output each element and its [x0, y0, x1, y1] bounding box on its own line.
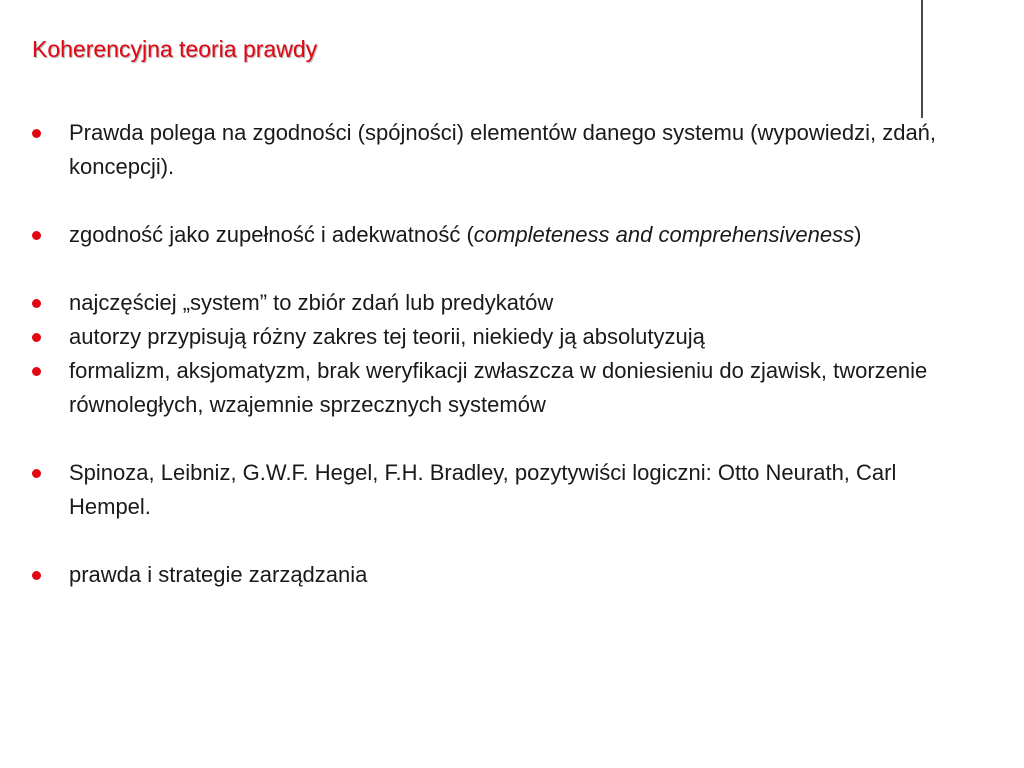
bullet-dot-icon	[32, 571, 41, 580]
bullet-item	[69, 218, 974, 252]
bullet-text-pre: zgodność jako zupełność i adekwatność (	[69, 222, 474, 247]
bullet-item	[69, 354, 974, 422]
bullet-text: Prawda polega na zgodności (spójności) elementów danego systemu (wypowiedzi, zdań, koncepcji).	[69, 120, 937, 179]
bullet-item	[69, 286, 974, 320]
bullet-item	[69, 456, 974, 524]
bullet-dot-icon	[32, 299, 41, 308]
slide-title: Koherencyjna teoria prawdy	[32, 36, 318, 62]
vertical-divider-line	[921, 0, 923, 118]
bullet-text: autorzy przypisują różny zakres tej teorii, niekiedy ją absolutyzują	[69, 324, 705, 349]
bullet-text: formalizm, aksjomatyzm, brak weryfikacji zwłaszcza w doniesieniu do zjawisk, tworzenie równoległych, wzajemnie sprzecznych systemów	[69, 358, 928, 417]
bullet-dot-icon	[32, 469, 41, 478]
bullet-dot-icon	[32, 129, 41, 138]
bullet-item	[69, 116, 974, 184]
bullet-text-post: )	[854, 222, 862, 247]
bullet-text: Spinoza, Leibniz, G.W.F. Hegel, F.H. Bradley, pozytywiści logiczni: Otto Neurath, Carl Hempel.	[69, 460, 897, 519]
bullet-dot-icon	[32, 231, 41, 240]
bullet-item	[69, 558, 974, 592]
bullet-text-italic: completeness and comprehensiveness	[473, 222, 855, 247]
bullet-text: najczęściej „system” to zbiór zdań lub predykatów	[69, 290, 554, 315]
bullet-dot-icon	[32, 367, 41, 376]
bullet-item	[69, 320, 974, 354]
bullet-dot-icon	[32, 333, 41, 342]
bullet-text: prawda i strategie zarządzania	[69, 562, 368, 587]
